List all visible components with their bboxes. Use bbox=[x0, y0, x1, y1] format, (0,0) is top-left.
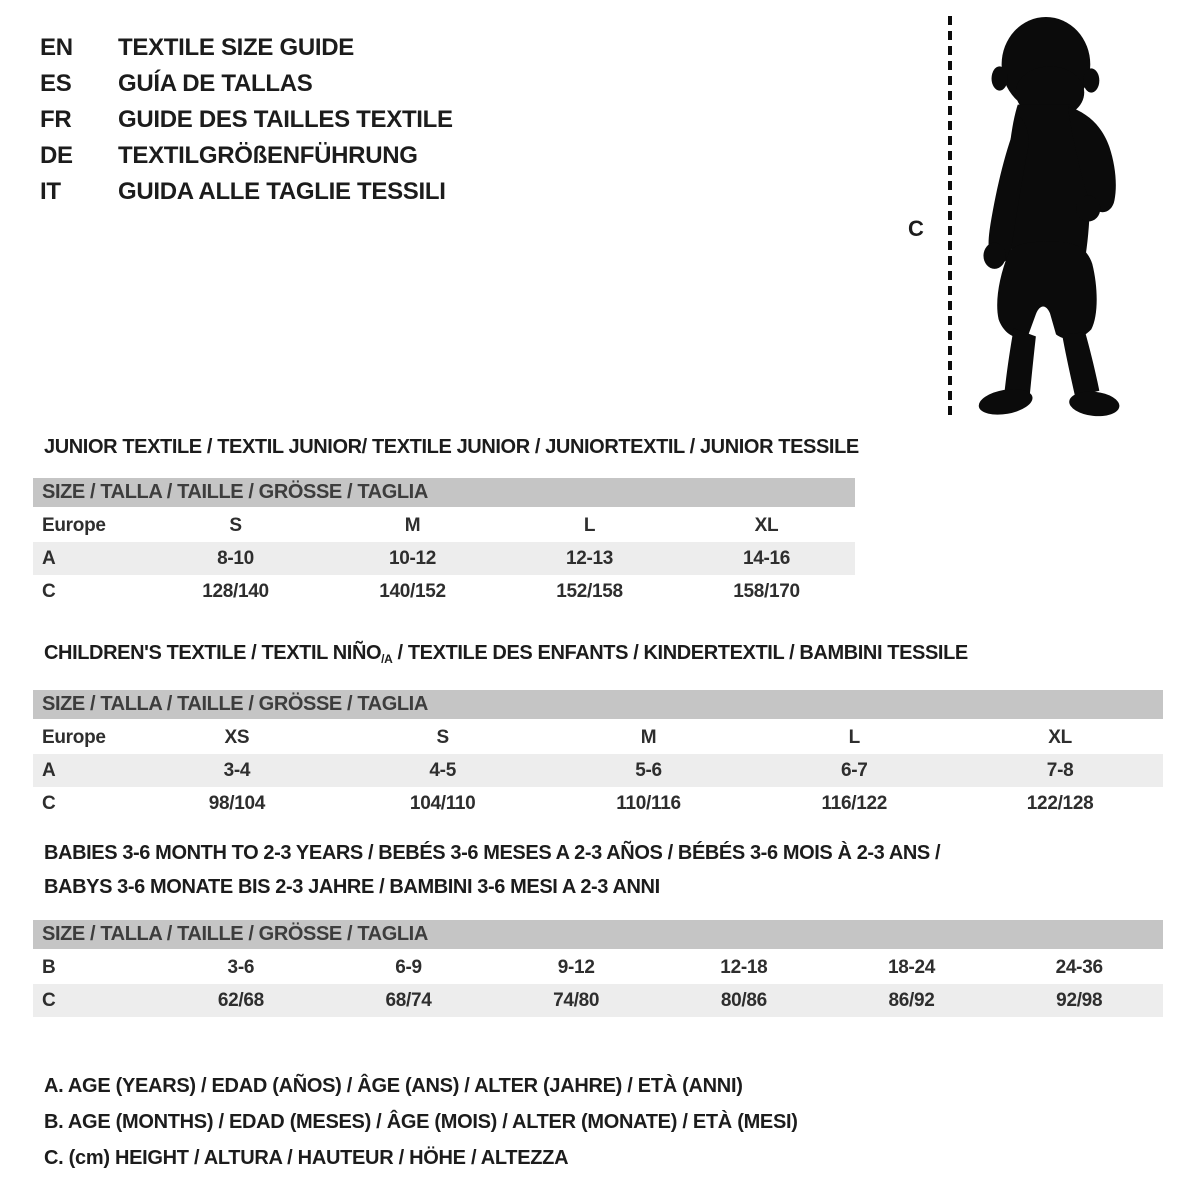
size-cell: M bbox=[640, 727, 657, 748]
lang-code: ES bbox=[40, 70, 72, 97]
children-size-table bbox=[33, 690, 1163, 820]
size-cell: XL bbox=[1048, 727, 1072, 748]
size-cell: 104/110 bbox=[409, 793, 476, 814]
size-cell: 12-13 bbox=[565, 548, 614, 569]
table-body bbox=[33, 721, 1163, 820]
section-title bbox=[44, 430, 859, 464]
size-cell: 140/152 bbox=[379, 581, 446, 602]
junior-size-table bbox=[33, 478, 855, 608]
size-cell: 158/170 bbox=[733, 581, 800, 602]
size-cell: XS bbox=[224, 727, 250, 748]
table-row bbox=[33, 575, 855, 608]
lang-title: TEXTILGRÖßENFÜHRUNG bbox=[118, 142, 418, 169]
table-row bbox=[33, 542, 855, 575]
section-title-line: BABIES 3-6 MONTH TO 2-3 YEARS / BEBÉS 3-6 MESES A 2-3 AÑOS / BÉBÉS 3-6 MOIS À 2-3 ANS / bbox=[44, 842, 941, 864]
size-cell: 116/122 bbox=[821, 793, 888, 814]
table-row bbox=[33, 721, 1163, 754]
row-label: Europe bbox=[42, 727, 106, 748]
note-age-years: A. AGE (YEARS) / EDAD (AÑOS) / ÂGE (ANS) / ALTER (JAHRE) / ETÀ (ANNI) bbox=[44, 1075, 743, 1097]
measure-notes bbox=[44, 1068, 798, 1176]
babies-size-table bbox=[33, 920, 1163, 1017]
size-cell: 122/128 bbox=[1026, 793, 1094, 814]
size-cell: L bbox=[848, 727, 860, 748]
lang-row-fr bbox=[40, 102, 453, 138]
note-height-cm: C. (cm) HEIGHT / ALTURA / HAUTEUR / HÖHE / ALTEZZA bbox=[44, 1147, 569, 1169]
size-cell: XL bbox=[754, 515, 779, 536]
row-label: A bbox=[42, 760, 56, 781]
lang-row-it bbox=[40, 174, 453, 210]
size-cell: 6-9 bbox=[395, 957, 422, 978]
size-cell: 10-12 bbox=[388, 548, 437, 569]
size-cell: 62/68 bbox=[217, 990, 264, 1011]
lang-title: GUIDE DES TAILLES TEXTILE bbox=[118, 106, 453, 133]
size-cell: 14-16 bbox=[742, 548, 791, 569]
lang-code: IT bbox=[40, 178, 61, 205]
table-row bbox=[33, 754, 1163, 787]
section-title-line: JUNIOR TEXTILE / TEXTIL JUNIOR/ TEXTILE JUNIOR / JUNIORTEXTIL / JUNIOR TESSILE bbox=[44, 436, 859, 458]
row-label: B bbox=[42, 957, 56, 978]
size-cell: 128/140 bbox=[202, 581, 269, 602]
size-cell: 24-36 bbox=[1055, 957, 1103, 978]
table-row bbox=[33, 509, 855, 542]
lang-title: GUÍA DE TALLAS bbox=[118, 70, 313, 97]
height-measure-label: C bbox=[908, 216, 924, 241]
size-cell: 74/80 bbox=[553, 990, 600, 1011]
table-body bbox=[33, 951, 1163, 1017]
lang-code: EN bbox=[40, 34, 73, 61]
size-cell: 110/116 bbox=[616, 793, 681, 814]
table-row bbox=[33, 984, 1163, 1017]
size-cell: S bbox=[229, 515, 242, 536]
lang-title: GUIDA ALLE TAGLIE TESSILI bbox=[118, 178, 446, 205]
size-cell: 80/86 bbox=[720, 990, 767, 1011]
size-cell: 152/158 bbox=[556, 581, 623, 602]
size-cell: 8-10 bbox=[217, 548, 254, 569]
table-row bbox=[33, 787, 1163, 820]
title-subscript: /A bbox=[381, 652, 393, 666]
note-age-months: B. AGE (MONTHS) / EDAD (MESES) / ÂGE (MOIS) / ALTER (MONATE) / ETÀ (MESI) bbox=[44, 1111, 798, 1133]
language-header bbox=[40, 30, 453, 210]
section-babies-textile bbox=[33, 836, 1163, 1017]
section-junior-textile bbox=[33, 430, 859, 608]
row-label: C bbox=[42, 793, 56, 814]
size-cell: 3-4 bbox=[223, 760, 251, 781]
size-cell: 5-6 bbox=[635, 760, 662, 781]
size-cell: S bbox=[436, 727, 449, 748]
size-cell: 92/98 bbox=[1056, 990, 1103, 1011]
table-body bbox=[33, 509, 855, 608]
lang-code: FR bbox=[40, 106, 72, 133]
lang-code: DE bbox=[40, 142, 73, 169]
toddler-silhouette bbox=[963, 14, 1145, 422]
row-label: A bbox=[42, 548, 56, 569]
size-cell: 86/92 bbox=[888, 990, 935, 1011]
size-cell: 68/74 bbox=[385, 990, 432, 1011]
size-header: SIZE / TALLA / TAILLE / GRÖSSE / TAGLIA bbox=[33, 690, 1163, 719]
size-cell: 3-6 bbox=[227, 957, 255, 978]
section-title bbox=[44, 836, 1163, 904]
size-cell: 4-5 bbox=[429, 760, 456, 781]
section-title bbox=[44, 636, 1163, 676]
section-title-line: BABYS 3-6 MONATE BIS 2-3 JAHRE / BAMBINI 3-6 MESI A 2-3 ANNI bbox=[44, 876, 660, 898]
lang-row-de bbox=[40, 138, 453, 174]
lang-row-en bbox=[40, 30, 453, 66]
size-header: SIZE / TALLA / TAILLE / GRÖSSE / TAGLIA bbox=[33, 920, 1163, 949]
section-childrens-textile bbox=[33, 636, 1163, 820]
row-label: C bbox=[42, 990, 56, 1011]
size-cell: 7-8 bbox=[1046, 760, 1074, 781]
size-cell: 98/104 bbox=[208, 793, 266, 814]
section-title-line: CHILDREN'S TEXTILE / TEXTIL $NIÑO_{/A}$ / TEXTILE DES ENFANTS / KINDERTEXTIL / BAMBINI TESSILE bbox=[44, 642, 968, 666]
lang-row-es bbox=[40, 66, 453, 102]
size-header: SIZE / TALLA / TAILLE / GRÖSSE / TAGLIA bbox=[33, 478, 855, 507]
size-cell: L bbox=[583, 515, 596, 536]
lang-title: TEXTILE SIZE GUIDE bbox=[118, 34, 354, 61]
size-cell: M bbox=[404, 515, 421, 536]
row-label: C bbox=[42, 581, 56, 602]
size-cell: 12-18 bbox=[720, 957, 768, 978]
table-row bbox=[33, 951, 1163, 984]
row-label: Europe bbox=[42, 515, 106, 536]
size-cell: 18-24 bbox=[887, 957, 936, 978]
size-cell: 6-7 bbox=[841, 760, 868, 781]
height-dashed-line bbox=[948, 16, 952, 416]
size-cell: 9-12 bbox=[557, 957, 595, 978]
